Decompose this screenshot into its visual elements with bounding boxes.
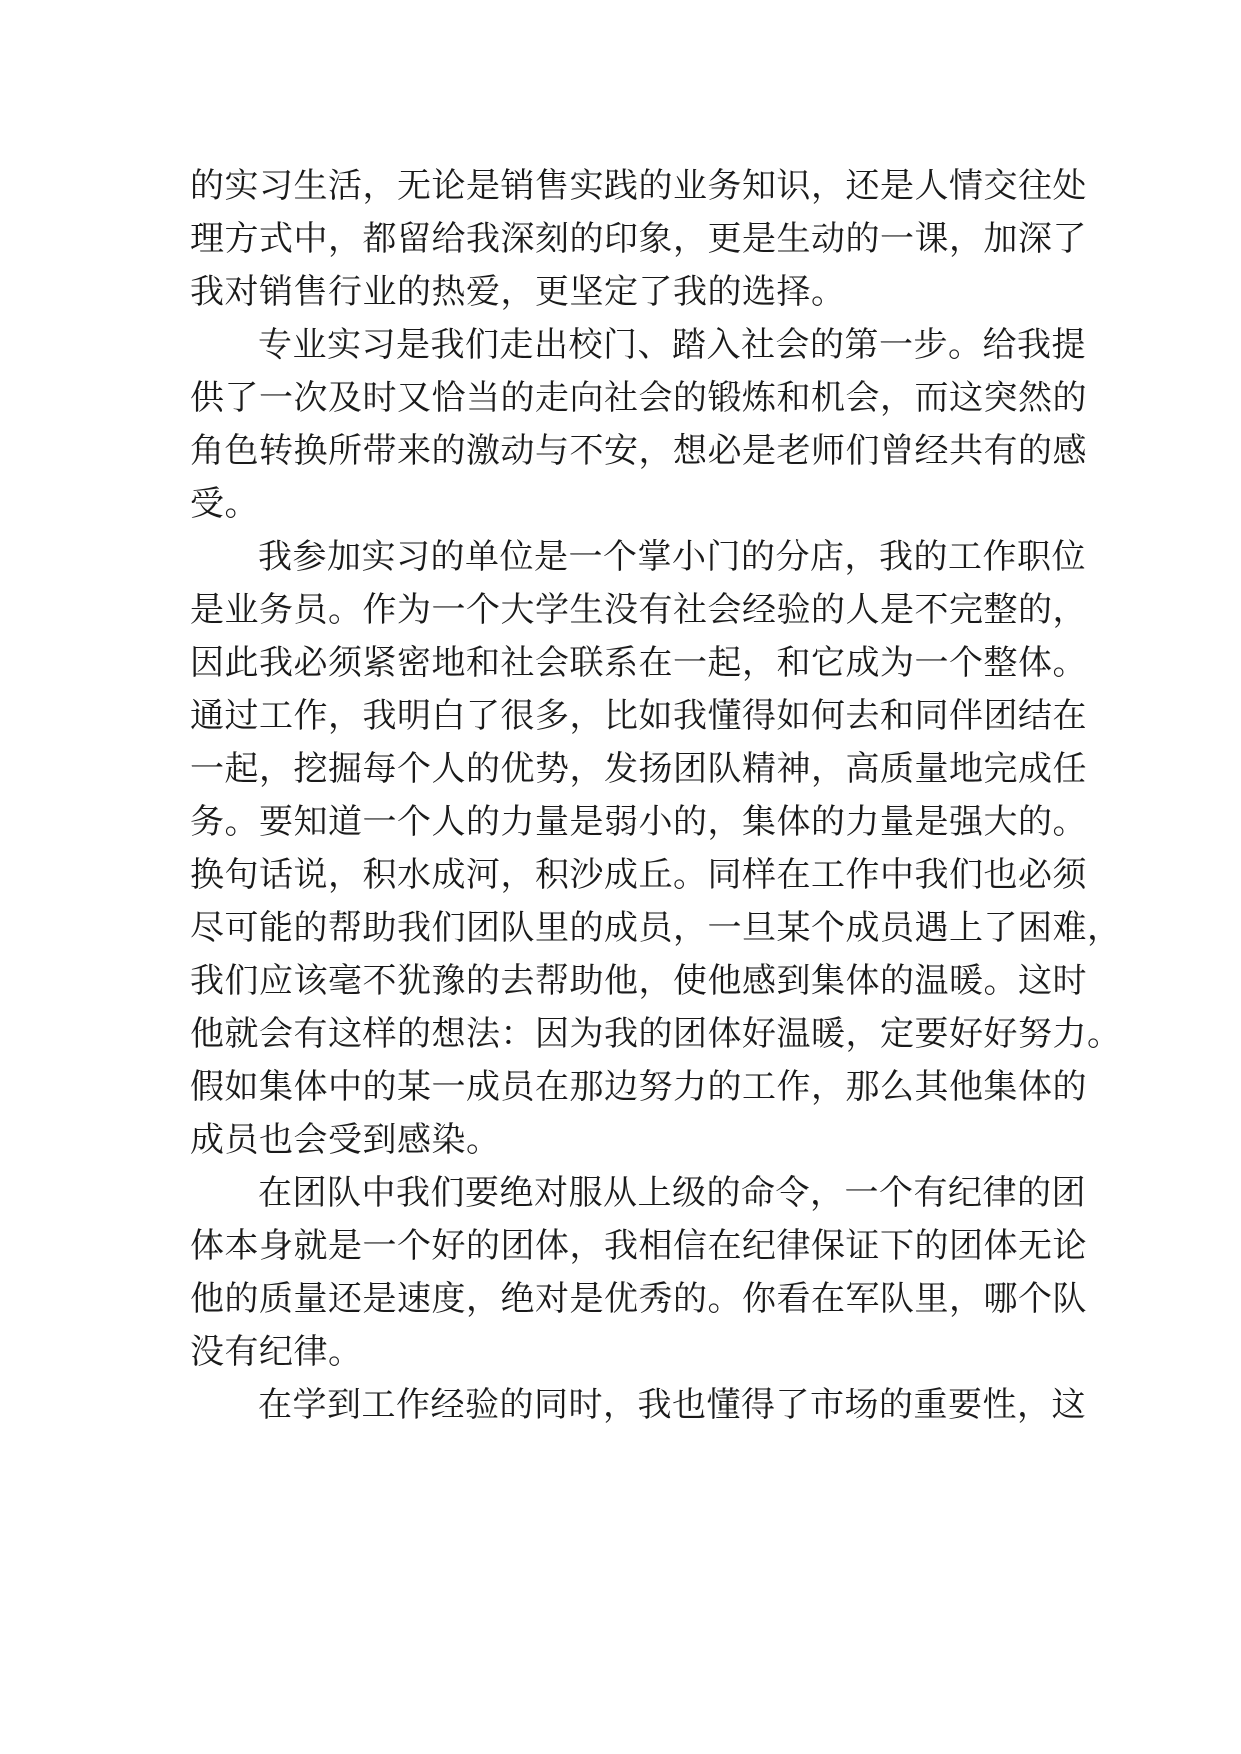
text-line: 我们应该毫不犹豫的去帮助他，使他感到集体的温暖。这时 xyxy=(190,961,1087,1001)
text-line: 我对销售行业的热爱，更坚定了我的选择。 xyxy=(190,272,846,312)
document-body xyxy=(190,160,1122,1432)
paragraph-5 xyxy=(190,1379,1086,1432)
text-line: 换句话说，积水成河，积沙成丘。同样在工作中我们也必须 xyxy=(190,855,1087,895)
text-line: 我参加实习的单位是一个掌小门的分店，我的工作职位 xyxy=(258,537,1086,577)
paragraph-2 xyxy=(190,319,1087,531)
text-line: 他的质量还是速度，绝对是优秀的。你看在军队里，哪个队 xyxy=(190,1279,1087,1319)
text-line: 通过工作，我明白了很多，比如我懂得如何去和同伴团结在 xyxy=(190,696,1087,736)
text-line: 的实习生活，无论是销售实践的业务知识，还是人情交往处 xyxy=(190,166,1087,206)
text-line: 专业实习是我们走出校门、踏入社会的第一步。给我提 xyxy=(258,325,1086,365)
text-line: 角色转换所带来的激动与不安，想必是老师们曾经共有的感 xyxy=(190,431,1087,471)
text-line: 理方式中，都留给我深刻的印象，更是生动的一课，加深了 xyxy=(190,219,1087,259)
paragraph-1 xyxy=(190,160,1087,319)
text-line: 在团队中我们要绝对服从上级的命令，一个有纪律的团 xyxy=(258,1173,1086,1213)
text-line: 因此我必须紧密地和社会联系在一起，和它成为一个整体。 xyxy=(190,643,1087,683)
text-line: 假如集体中的某一成员在那边努力的工作，那么其他集体的 xyxy=(190,1067,1087,1107)
text-line: 务。要知道一个人的力量是弱小的，集体的力量是强大的。 xyxy=(190,802,1087,842)
text-line: 在学到工作经验的同时，我也懂得了市场的重要性，这 xyxy=(258,1385,1086,1425)
text-line: 他就会有这样的想法：因为我的团体好温暖，定要好好努力。 xyxy=(190,1014,1122,1054)
text-line: 是业务员。作为一个大学生没有社会经验的人是不完整的， xyxy=(190,590,1087,630)
text-line: 没有纪律。 xyxy=(190,1332,363,1372)
text-line: 体本身就是一个好的团体，我相信在纪律保证下的团体无论 xyxy=(190,1226,1087,1266)
text-line: 一起，挖掘每个人的优势，发扬团队精神，高质量地完成任 xyxy=(190,749,1087,789)
text-line: 受。 xyxy=(190,484,259,524)
text-line: 尽可能的帮助我们团队里的成员，一旦某个成员遇上了困难， xyxy=(190,908,1122,948)
text-line: 成员也会受到感染。 xyxy=(190,1120,501,1160)
paragraph-4 xyxy=(190,1167,1087,1379)
text-line: 供了一次及时又恰当的走向社会的锻炼和机会，而这突然的 xyxy=(190,378,1087,418)
paragraph-3 xyxy=(190,531,1122,1167)
